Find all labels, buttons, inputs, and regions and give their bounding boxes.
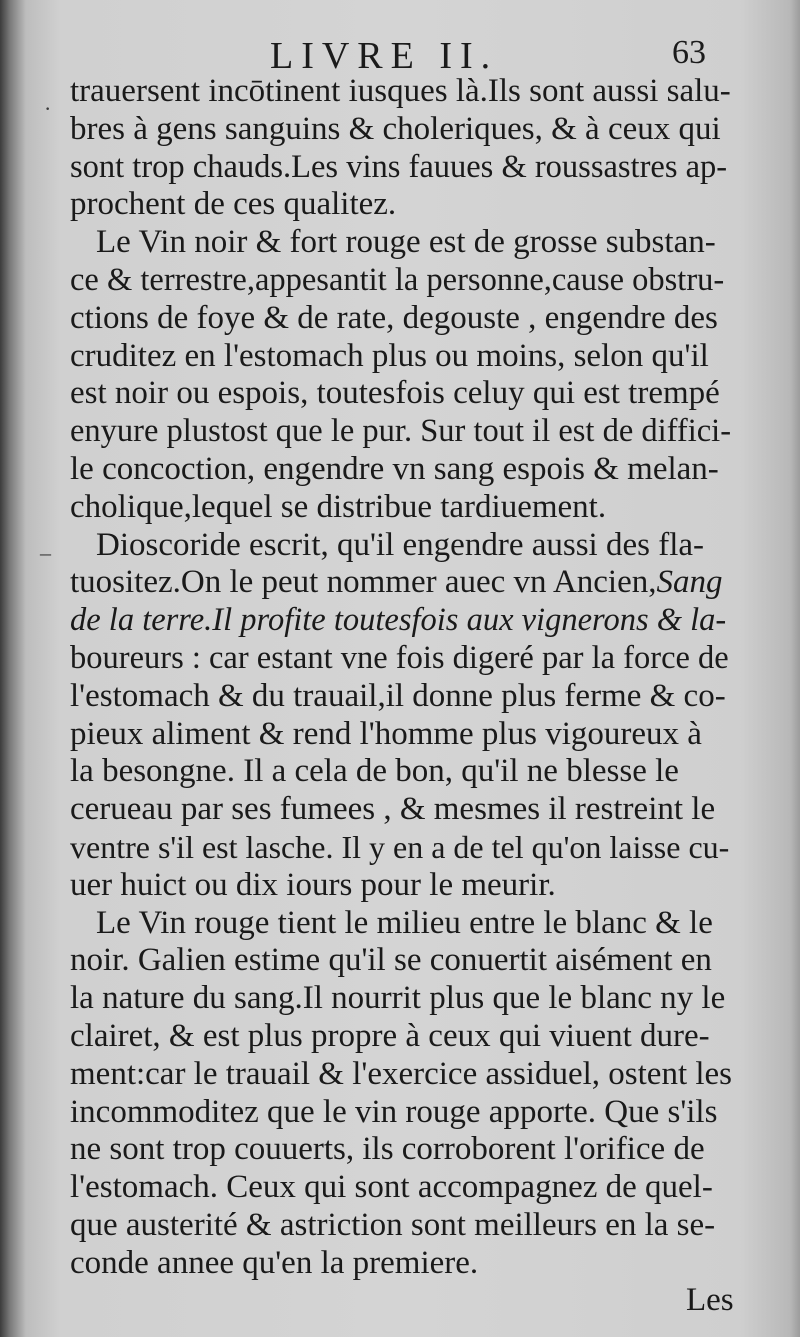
text-line: la besongne. Il a cela de bon, qu'il ne blesse le xyxy=(70,753,679,790)
body-text xyxy=(70,73,732,1283)
text-line: Le Vin noir & fort rouge est de grosse substan- xyxy=(96,224,716,261)
text-line: la nature du sang.Il nourrit plus que le blanc ny le xyxy=(70,980,726,1017)
text-line-italic: Sang xyxy=(656,564,723,601)
text-line: que austerité & astriction sont meilleurs en la se- xyxy=(70,1206,716,1243)
text-line: l'estomach. Ceux qui sont accompagnez de quel- xyxy=(70,1169,713,1206)
text-line: ment:car le trauail & l'exercice assiduel, ostent les xyxy=(70,1055,733,1092)
text-line: trauersent incōtinent iusques là.Ils sont aussi salu- xyxy=(70,73,731,109)
text-line: est noir ou espois, toutesfois celuy qui est trempé xyxy=(70,375,720,412)
text-line: bres à gens sanguins & choleriques, & à ceux qui xyxy=(70,110,721,147)
margin-mark: · xyxy=(44,96,52,121)
running-head-title: LIVRE II. xyxy=(270,35,499,77)
text-line: Le Vin rouge tient le milieu entre le blanc & le xyxy=(96,904,713,941)
text-line: ce & terrestre,appesantit la personne,cause obstru- xyxy=(70,261,725,298)
text-line: l'estomach & du trauail,il donne plus ferme & co- xyxy=(70,677,726,714)
text-line: de la terre.Il profite toutesfois aux vignerons & la- xyxy=(70,602,727,639)
text-line xyxy=(70,564,732,602)
text-line: ne sont trop couuerts, ils corroborent l'orifice de xyxy=(70,1131,705,1168)
text-line: pieux aliment & rend l'homme plus vigoureux à xyxy=(70,715,702,752)
text-line: ctions de foye & de rate, degouste , engendre des xyxy=(70,299,718,336)
text-line: le concoction, engendre vn sang espois & melan- xyxy=(70,450,719,487)
running-head xyxy=(0,28,800,78)
paragraph-1 xyxy=(70,73,732,224)
paragraph-2 xyxy=(70,224,732,526)
margin-mark: – xyxy=(40,540,51,565)
text-line: Dioscoride escrit, qu'il engendre aussi des fla- xyxy=(96,526,705,563)
text-line-roman: tuositez.On le peut nommer auec vn Ancien, xyxy=(70,564,657,601)
text-line: noir. Galien estime qu'il se conuertit aisément en xyxy=(70,942,712,979)
text-line: clairet, & est plus propre à ceux qui viuent dure- xyxy=(70,1017,710,1054)
text-line: boureurs : car estant vne fois digeré par la force de xyxy=(70,639,729,676)
text-line: uer huict ou dix iours pour le meurir. xyxy=(70,866,556,903)
text-line: conde annee qu'en la premiere. xyxy=(70,1244,479,1281)
text-line: incommoditez que le vin rouge apporte. Que s'ils xyxy=(70,1093,718,1130)
paragraph-4 xyxy=(70,905,732,1283)
page-number: 63 xyxy=(672,34,706,71)
text-line: cerueau par ses fumees , & mesmes il restreint le xyxy=(70,791,716,828)
text-line: prochent de ces qualitez. xyxy=(70,186,397,223)
text-line: ventre s'il est lasche. Il y en a de tel qu'on laisse cu- xyxy=(70,828,730,865)
paragraph-3 xyxy=(70,527,732,905)
text-line: sont trop chauds.Les vins fauues & roussastres ap- xyxy=(70,148,728,185)
text-line: enyure plustost que le pur. Sur tout il est de diffici- xyxy=(70,413,732,450)
catchword: Les xyxy=(686,1282,734,1318)
text-line: cruditez en l'estomach plus ou moins, selon qu'il xyxy=(70,337,709,374)
text-line: cholique,lequel se distribue tardiuement. xyxy=(70,488,607,525)
